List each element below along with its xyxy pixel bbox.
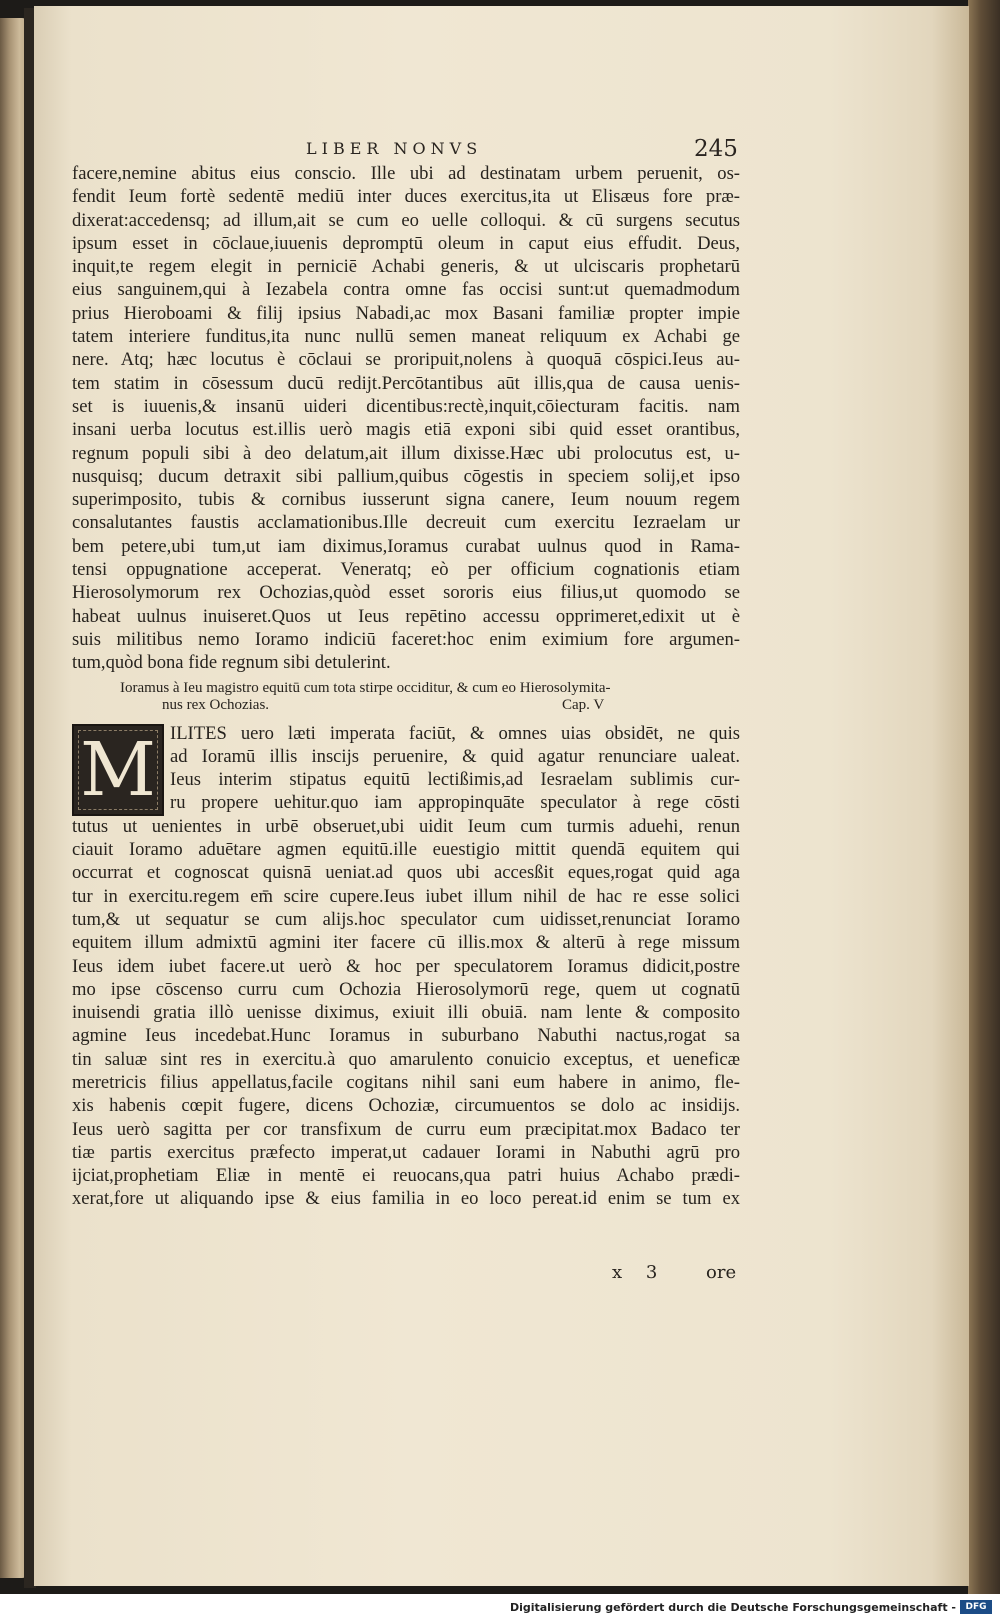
text-line: Hierosolymorum rex Ochozias,quòd esset sororis eius filius,ut quomodo se: [72, 582, 740, 604]
running-head: LIBER NONVS: [306, 139, 483, 158]
text-line: ijciat,prophetiam Eliæ in mentē ei reuocans,qua patri huius Achabo prædi-: [72, 1165, 740, 1187]
text-line: agmine Ieus incedebat.Hunc Ioramus in suburbano Nabuthi nactus,rogat sa: [72, 1025, 740, 1047]
signature-mark: x 3: [612, 1262, 658, 1283]
dfg-logo: DFG: [960, 1600, 992, 1614]
text-line: habeat uulnus inuiseret.Quos ut Ieus repētino accessu opprimeret,edixit ut è: [72, 605, 740, 627]
text-line: superimposito, tubis & cornibus iusserunt signa canere, Ieum nouum regem: [72, 489, 740, 511]
text-line: tensi oppugnatione acceperat. Veneratq; eò per officium cognationis etiam: [72, 559, 740, 581]
text-line: xerat,fore ut aliquando ipse & eius familia in eo loco pereat.id enim se tum ex: [72, 1188, 740, 1210]
text-line: tin saluæ sint res in exercitu.à quo amarulento conuicio exceptus, et ueneficæ: [72, 1048, 740, 1070]
text-line: xis habenis cœpit fugere, dicens Ochoziæ, circumuentos se dolo ac insidijs.: [72, 1095, 740, 1117]
text-line: nere. Atq; hæc locutus è cōclaui se proripuit,nolens à quoquā cōspici.Ieus au-: [72, 349, 740, 371]
text-line: ciauit Ioramo aduētare agmen equitū.ille euestigio mittit quendā equitem qui: [72, 839, 740, 861]
text-line: tum,quòd bona fide regnum sibi detulerint.: [72, 652, 391, 674]
text-block: [72, 162, 740, 1211]
text-line: prius Hieroboami & filij ipsius Nabadi,ac mox Basani familiæ propter impie: [72, 302, 740, 324]
chapter-heading: [72, 680, 740, 714]
text-line: tum,& ut sequatur se cum alijs.hoc speculator cum uidisset,renunciat Ioramo: [72, 908, 740, 930]
text-line: tatem interiere funditus,ita nunc nullū semen maneat reliquum ex Achabi ge: [72, 326, 740, 348]
decorated-initial: M: [72, 724, 164, 816]
text-line: meretricis filius appellatus,facile cogitans nihil sani eum habere in animo, fle-: [72, 1071, 740, 1093]
catchword: ore: [706, 1262, 737, 1283]
paragraph-2-indented: [170, 722, 740, 815]
paragraph-2: [72, 722, 740, 1211]
text-line: dixerat:accedensq; ad illum,ait se cum eo uelle colloqui. & cū surgens secutus: [72, 209, 740, 231]
text-line: ru propere uehitur.quo iam appropinquāte speculator à rege cōsti: [170, 792, 740, 814]
text-line: inquit,te regem elegit in perniciē Achabi generis, & ut ulciscaris prophetarū: [72, 256, 740, 278]
text-line: ad Ioramū illis inscijs peruenire, & quid agatur renunciare ualeat.: [170, 745, 740, 767]
text-line: insani uerba locutus est.illis uerò magis etiā exponi sibi quid esset orantibus,: [72, 419, 740, 441]
text-line: tur in exercitu.regem em̄ scire cupere.Ieus iubet illum nihil de hac re esse solici: [72, 885, 740, 907]
text-line: mo ipse cōscenso curru cum Ochozia Hierosolymorū rege, quem ut cognatū: [72, 978, 740, 1000]
text-line: tiæ partis exercitus præfecto imperat,ut cadauer Iorami in Nabuthi agrū pro: [72, 1141, 740, 1163]
text-line: eius sanguinem,qui à Iezabela contra omne fas occisi sunt:ut quemadmodum: [72, 279, 740, 301]
paragraph-1: [72, 162, 740, 675]
text-line: tutus ut uenientes in urbē obseruet,ubi uidit Ieum cum turmis aduehi, renun: [72, 815, 740, 837]
text-line: occurrat et cognoscat quisnā ueniat.ad quos ubi accesßit eques,rogat quid aga: [72, 862, 740, 884]
text-line: ipsum esset in cōclaue,iuuenis depromptū oleum in caput eius effudit. Deus,: [72, 232, 740, 254]
footer-credit: Digitalisierung gefördert durch die Deutsche Forschungsgemeinschaft -: [509, 1601, 956, 1614]
text-line: equitem illum admixtū agmini iter facere cū illis.mox & alterū à rege missum: [72, 932, 740, 954]
text-line: consalutantes faustis acclamationibus.Ille decreuit cum exercitu Iezraelam ur: [72, 512, 740, 534]
text-line: nusquisq; ducum detraxit sibi pallium,quibus cōgestis in speciem solij,et ipso: [72, 465, 740, 487]
text-line: regnum populi sibi à deo delatum,ait illum dixisse.Hæc ubi prolocutus est, u-: [72, 442, 740, 464]
text-line: bem petere,ubi tum,ut iam diximus,Ioramus curabat uulnus quod in Rama-: [72, 535, 740, 557]
text-line: ILITES uero læti imperata faciūt, & omnes uias obsidēt, ne quis: [170, 722, 740, 744]
footer-bar: [0, 1594, 1000, 1623]
text-line: set is iuuenis,& insanū uideri dicentibus:rectè,inquit,cōiecturam facitis. nam: [72, 395, 740, 417]
text-line: facere,nemine abitus eius conscio. Ille ubi ad destinatam urbem peruenit, os-: [72, 163, 740, 184]
book-cover-edge: [968, 0, 1000, 1594]
text-line: inuisendi gratia illò uenisse diximus, exiuit illi obuiā. nam lente & composito: [72, 1002, 740, 1024]
chapter-number: Cap. V: [562, 696, 605, 713]
text-line: tem statim in cōsessum ducū redijt.Percōtantibus aūt illis,qua de causa uenis-: [72, 372, 740, 394]
text-line: Ieus uerò sagitta per cor transfixum de curru eum præcipitat.mox Badaco ter: [72, 1118, 740, 1140]
chapter-heading-line-1: Ioramus à Ieu magistro equitū cum tota stirpe occiditur, & cum eo Hierosolymita-: [120, 679, 611, 696]
chapter-heading-line-2: nus rex Ochozias.: [162, 696, 270, 713]
text-line: fendit Ieum fortè sedentē mediū inter duces exercitus,ita ut Elisæus fore præ-: [72, 186, 740, 208]
text-line: Ieus interim stipatus equitū lectißimis,ad Iesraelam sublimis cur-: [170, 769, 740, 791]
text-line: suis militibus nemo Ioramo indiciū faceret:hoc enim eximium fore argumen-: [72, 628, 740, 650]
text-line: Ieus idem iubet facere.ut uerò & hoc per speculatorem Ioramus didicit,postre: [72, 955, 740, 977]
page-number: 245: [694, 136, 738, 162]
paragraph-2-body: [72, 815, 740, 1211]
